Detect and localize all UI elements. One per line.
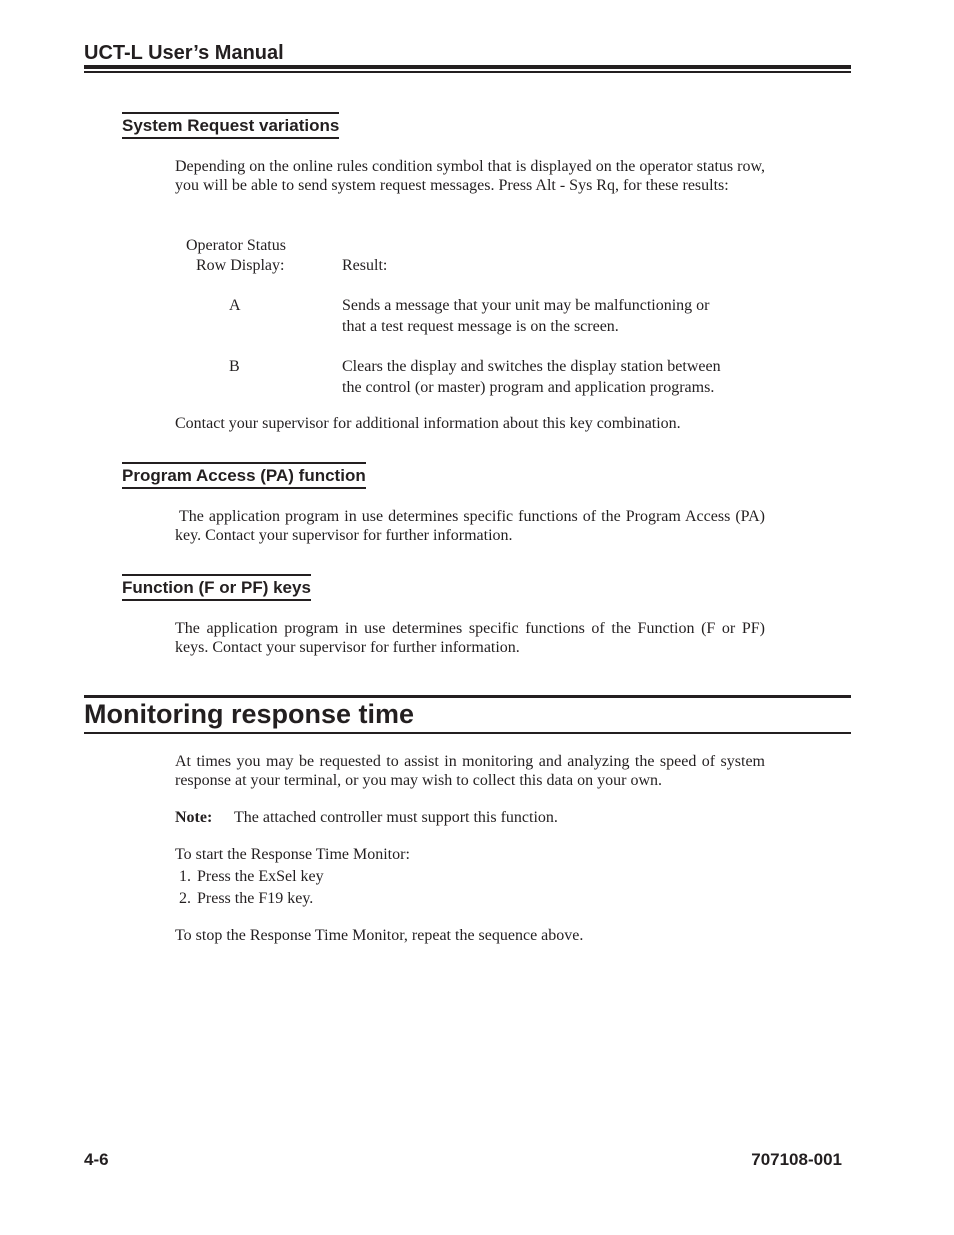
- start-instructions-label: To start the Response Time Monitor:: [175, 846, 410, 863]
- header-rule-thin: [84, 71, 851, 73]
- table-header-result: Result:: [342, 257, 388, 274]
- program-access-body: The application program in use determines specific functions of the Program Access (PA) key. Contact your supervisor for further information.: [175, 508, 765, 544]
- running-header-title: UCT-L User’s Manual: [84, 42, 284, 64]
- header-rule-thick: [84, 65, 851, 69]
- stop-instructions: To stop the Response Time Monitor, repeat the sequence above.: [175, 927, 584, 944]
- step-text: Press the F19 key.: [197, 890, 314, 907]
- monitoring-intro: At times you may be requested to assist in monitoring and analyzing the speed of system response at your terminal, or you may wish to collect this data on your own.: [175, 753, 765, 789]
- chapter-heading-monitoring: Monitoring response time: [84, 699, 415, 729]
- table-header-status-line1: Operator Status: [186, 237, 286, 254]
- section-heading-system-request: System Request variations: [122, 112, 339, 139]
- table-row-result-line2: that a test request message is on the screen.: [342, 318, 619, 335]
- section-heading-function-keys: Function (F or PF) keys: [122, 574, 311, 601]
- step-number: 2.: [179, 890, 191, 907]
- note-label: Note:: [175, 809, 213, 826]
- document-number: 707108-001: [751, 1150, 842, 1169]
- function-keys-body: The application program in use determines specific functions of the Function (F or PF) keys. Contact your supervisor for further information.: [175, 620, 765, 656]
- section-heading-program-access: Program Access (PA) function: [122, 462, 366, 489]
- chapter-rule-bottom: [84, 732, 851, 734]
- table-row-result-line1: Sends a message that your unit may be malfunctioning or: [342, 297, 710, 314]
- table-row-symbol: A: [229, 297, 241, 314]
- page-number: 4-6: [84, 1150, 109, 1169]
- step-text: Press the ExSel key: [197, 868, 324, 885]
- note-text: The attached controller must support this function.: [234, 809, 558, 826]
- system-request-contact: Contact your supervisor for additional information about this key combination.: [175, 415, 681, 432]
- system-request-intro: Depending on the online rules condition symbol that is displayed on the operator status row, you will be able to send system request messages. Press Alt - Sys Rq, for these results:: [175, 158, 765, 194]
- table-row-symbol: B: [229, 358, 240, 375]
- step-number: 1.: [179, 868, 191, 885]
- table-row-result-line1: Clears the display and switches the display station between: [342, 358, 721, 375]
- table-row-result-line2: the control (or master) program and application programs.: [342, 379, 715, 396]
- table-header-status-line2: Row Display:: [196, 257, 285, 274]
